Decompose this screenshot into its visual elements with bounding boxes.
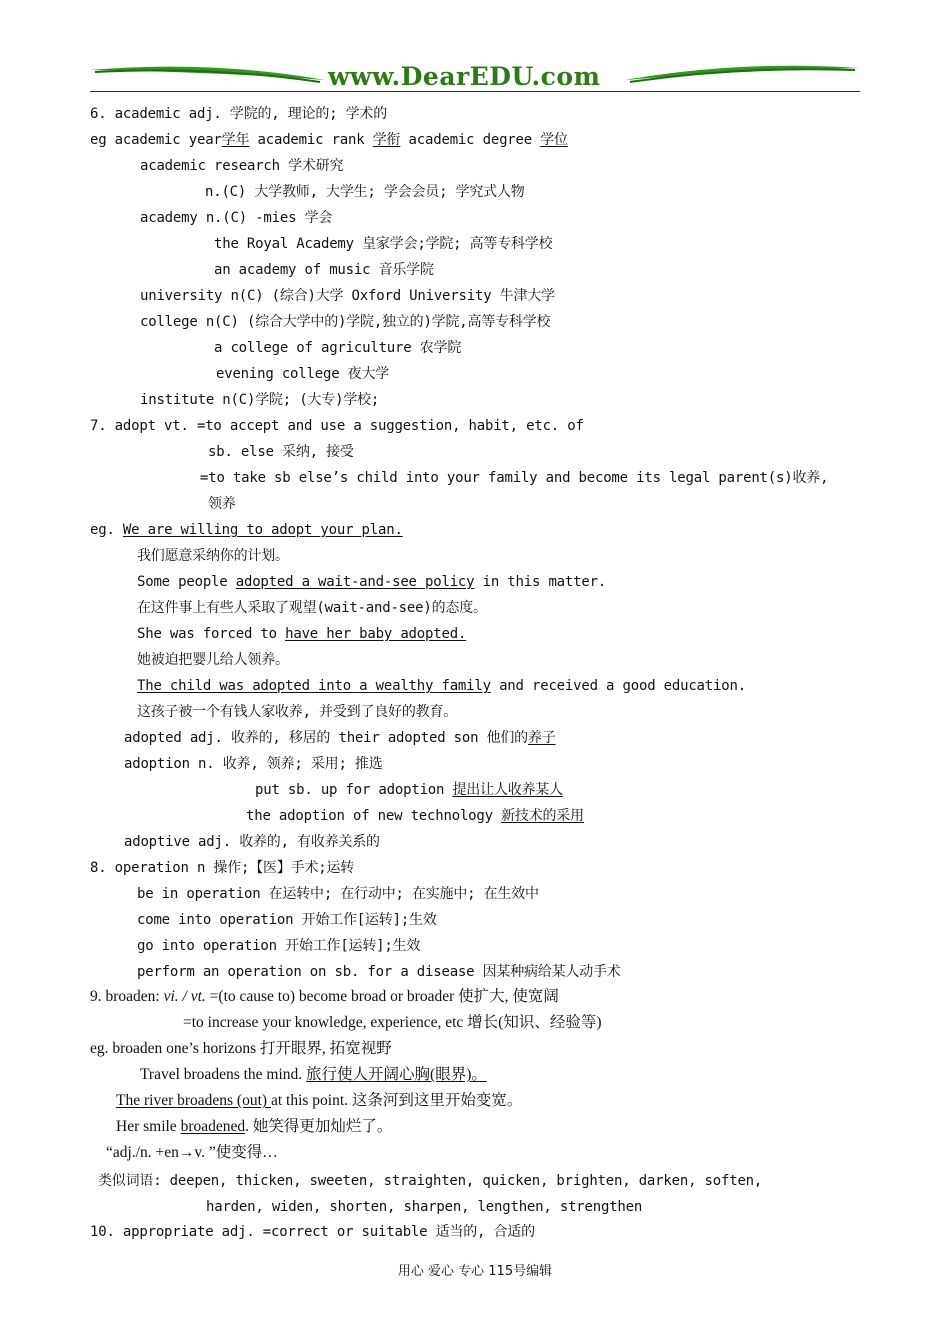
text: We are willing to adopt your plan. bbox=[122, 522, 403, 538]
text-line: be in operation 在运转中; 在行动中; 在实施中; 在生效中 bbox=[137, 886, 539, 902]
entry-6-title: 6. academic adj. 学院的, 理论的; 学术的 bbox=[90, 106, 388, 122]
text-line: =to increase your knowledge, experience, etc 增长(知识、经验等) bbox=[183, 1014, 602, 1031]
text-line: adoption n. 收养, 领养; 采用; 推选 bbox=[124, 756, 383, 772]
text: the adoption of new technology bbox=[246, 808, 502, 824]
text: 学位 bbox=[540, 132, 568, 148]
text-line: harden, widen, shorten, sharpen, lengthen, strengthen bbox=[206, 1199, 643, 1215]
text: eg. bbox=[90, 522, 123, 538]
text: adopted a wait-and-see policy bbox=[235, 574, 475, 590]
text: 新技术的采用 bbox=[501, 808, 584, 824]
text-line: the Royal Academy 皇家学会;学院; 高等专科学校 bbox=[214, 236, 553, 252]
example-line bbox=[90, 521, 403, 539]
text-line: =to take sb else’s child into your family and become its legal parent(s)收养, bbox=[200, 470, 829, 486]
text-line: “adj./n. +en→v. ”使变得… bbox=[106, 1144, 278, 1161]
entry-10-title: 10. appropriate adj. =correct or suitable 适当的, 合适的 bbox=[90, 1224, 535, 1240]
entry-9-title bbox=[90, 988, 559, 1006]
text-line: 我们愿意采纳你的计划。 bbox=[137, 548, 289, 564]
text: and received a good education. bbox=[490, 678, 746, 694]
text-line: evening college 夜大学 bbox=[216, 366, 390, 382]
text: 提出让人收养某人 bbox=[452, 782, 563, 798]
example-line bbox=[137, 677, 746, 695]
text-line: college n(C) (综合大学中的)学院,独立的)学院,高等专科学校 bbox=[140, 314, 551, 330]
text-line: 在这件事上有些人采取了观望(wait-and-see)的态度。 bbox=[137, 600, 487, 616]
text: academic rank bbox=[249, 132, 373, 148]
text-line: 类似词语: deepen, thicken, sweeten, straighten, quicken, brighten, darken, soften, bbox=[98, 1173, 763, 1189]
text-line: perform an operation on sb. for a disease 因某种病给某人动手术 bbox=[137, 964, 621, 980]
text-line: academic research 学术研究 bbox=[140, 158, 344, 174]
example-line bbox=[90, 131, 568, 149]
text-line: n.(C) 大学教师, 大学生; 学会会员; 学究式人物 bbox=[205, 184, 525, 200]
text: broadened bbox=[180, 1118, 246, 1135]
text-line: adoptive adj. 收养的, 有收养关系的 bbox=[124, 834, 380, 850]
example-line bbox=[137, 573, 606, 591]
text: Her smile bbox=[116, 1118, 181, 1135]
example-line bbox=[137, 625, 466, 643]
text-line: institute n(C)学院; (大专)学校; bbox=[140, 392, 380, 408]
text-line: go into operation 开始工作[运转];生效 bbox=[137, 938, 421, 954]
entry-8-title: 8. operation n 操作;【医】手术;运转 bbox=[90, 860, 355, 876]
text-line: academy n.(C) -mies 学会 bbox=[140, 210, 333, 226]
text: . 她笑得更加灿烂了。 bbox=[245, 1118, 393, 1135]
text-line bbox=[246, 807, 584, 825]
text: Travel broadens the mind. bbox=[140, 1066, 307, 1083]
text-line bbox=[255, 781, 563, 799]
text-line: university n(C) (综合)大学 Oxford University 牛津大学 bbox=[140, 288, 555, 304]
text: 学年 bbox=[221, 132, 250, 148]
text: at this point. 这条河到这里开始变宽。 bbox=[270, 1092, 523, 1109]
site-logo[interactable]: www.DearEDU.com bbox=[328, 62, 601, 91]
text-line bbox=[124, 729, 556, 747]
text-line: an academy of music 音乐学院 bbox=[214, 262, 434, 278]
entry-7-title: 7. adopt vt. =to accept and use a suggestion, habit, etc. of bbox=[90, 418, 584, 434]
text-line: eg. broaden one’s horizons 打开眼界, 拓宽视野 bbox=[90, 1040, 392, 1057]
example-line bbox=[140, 1066, 487, 1084]
text: =(to cause to) become broad or broader 使扩大, 使宽阔 bbox=[205, 988, 559, 1005]
text-line: sb. else 采纳, 接受 bbox=[208, 444, 354, 460]
text: eg academic year bbox=[90, 132, 222, 148]
text: 9. broaden: bbox=[90, 988, 164, 1005]
text: vi. / vt. bbox=[163, 988, 206, 1005]
text-line: 这孩子被一个有钱人家收养, 并受到了良好的教育。 bbox=[137, 704, 458, 720]
text: The river broadens (out) bbox=[116, 1092, 271, 1109]
text-line: come into operation 开始工作[运转];生效 bbox=[137, 912, 437, 928]
example-line bbox=[116, 1092, 522, 1110]
example-line bbox=[116, 1118, 392, 1136]
text-line: 她被迫把婴儿给人领养。 bbox=[137, 652, 289, 668]
text: The child was adopted into a wealthy family bbox=[137, 678, 491, 694]
text: She was forced to bbox=[137, 626, 286, 642]
page-footer: 用心 爱心 专心 115号编辑 bbox=[397, 1264, 553, 1279]
text: Some people bbox=[137, 574, 236, 590]
text-line: 领养 bbox=[208, 496, 236, 512]
text: academic degree bbox=[400, 132, 541, 148]
text: adopted adj. 收养的, 移居的 their adopted son 他们的 bbox=[124, 730, 528, 746]
text: 旅行使人开阔心胸(眼界)。 bbox=[306, 1066, 487, 1083]
text: 学衔 bbox=[372, 132, 401, 148]
text: 养子 bbox=[527, 730, 556, 746]
header-divider bbox=[90, 91, 860, 92]
text: put sb. up for adoption bbox=[255, 782, 453, 798]
text: in this matter. bbox=[474, 574, 607, 590]
text: have her baby adopted. bbox=[285, 626, 467, 642]
text-line: a college of agriculture 农学院 bbox=[214, 340, 462, 356]
